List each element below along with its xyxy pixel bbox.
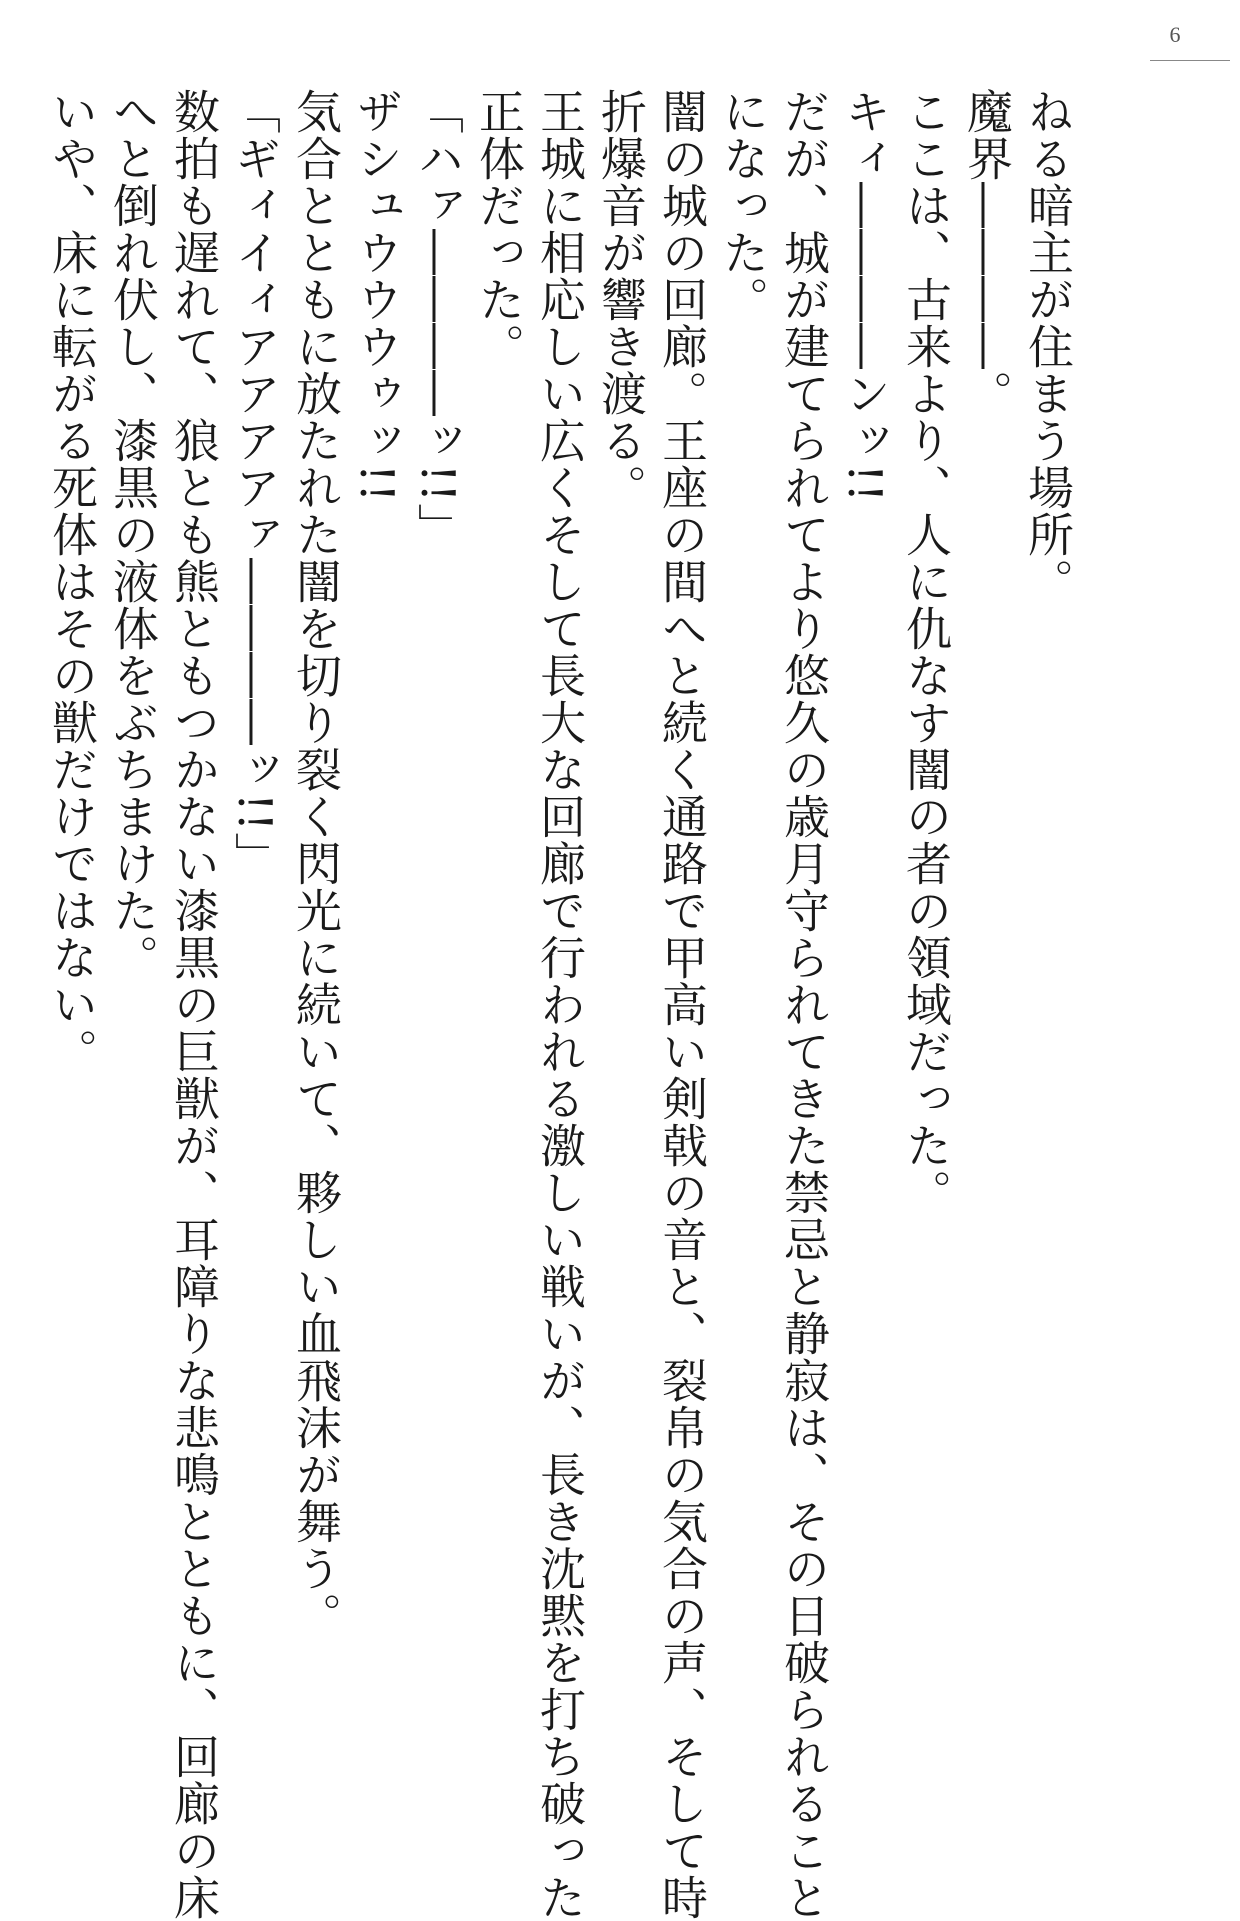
text-line: 気合とともに放たれた闇を切り裂く閃光に続いて、夥しい血飛沫が舞う。	[289, 88, 343, 1639]
text-line: 折爆音が響き渡る。	[594, 88, 648, 511]
text-line: ザシュウウウゥッ!!	[350, 88, 404, 503]
text-line: いや、床に転がる死体はその獣だけではない。	[45, 88, 99, 1075]
text-line: キィ――――ンッ!!	[838, 88, 892, 503]
text-line: だが、城が建てられてより悠久の歳月守られてきた禁忌と静寂は、その日破られること	[777, 88, 831, 1921]
text-line: 王城に相応しい広くそして長大な回廊で行われる激しい戦いが、長き沈黙を打ち破った	[533, 88, 587, 1921]
text-line: ねる暗主が住まう場所。	[1021, 88, 1075, 605]
text-line: ここは、古来より、人に仇なす闇の者の領域だった。	[899, 88, 953, 1216]
page-number-rule	[1150, 60, 1230, 61]
page-number: 6	[1169, 22, 1181, 47]
text-line: へと倒れ伏し、漆黒の液体をぶちまけた。	[106, 88, 160, 981]
text-line: 魔界――――。	[960, 88, 1014, 417]
novel-body-text	[41, 88, 1078, 1921]
text-line: 正体だった。	[472, 88, 526, 370]
text-line: になった。	[716, 88, 770, 323]
text-line: 闇の城の回廊。王座の間へと続く通路で甲高い剣戟の音と、裂帛の気合の声、そして時	[655, 88, 709, 1921]
text-line: 「ハァ――――ッ!!」	[411, 88, 465, 550]
text-line: 数拍も遅れて、狼とも熊ともつかない漆黒の巨獣が、耳障りな悲鳴とともに、回廊の床	[167, 88, 221, 1921]
text-line: 「ギィイィアアアアァ――――ッ!!」	[228, 88, 282, 879]
